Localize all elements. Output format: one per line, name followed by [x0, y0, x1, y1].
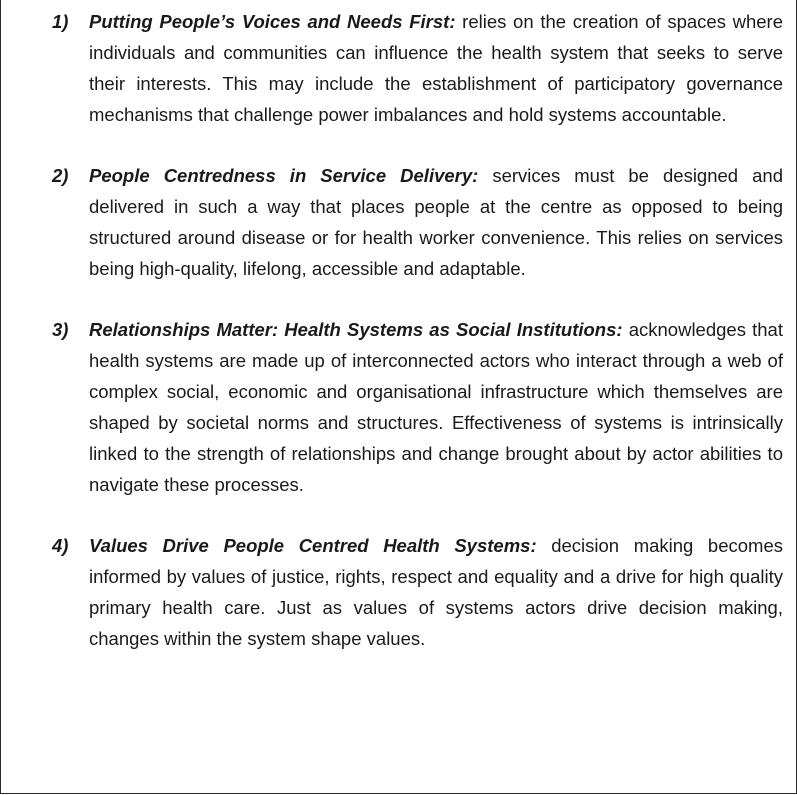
item-text — [89, 160, 783, 284]
list-item — [1, 160, 797, 284]
item-body: relies on the creation of spaces where individuals and communities can influence the health system that seeks to serve their interests. This may include the establishment of participatory governance mechanisms that challenge power imbalances and hold systems accountable. — [89, 11, 784, 125]
item-number: 2) — [52, 165, 69, 186]
list-item — [1, 6, 797, 130]
item-number: 1) — [52, 11, 69, 32]
item-number: 3) — [52, 319, 69, 340]
item-body: acknowledges that health systems are made up of interconnected actors who interact through a web of complex social, economic and organisational infrastructure which themselves are shaped by societal norms and structures. Effectiveness of systems is intrinsically linked to the strength of relationships and change brought about by actor abilities to navigate these processes. — [89, 319, 783, 495]
item-text — [89, 314, 783, 500]
item-heading: Relationships Matter: Health Systems as Social Institutions: — [89, 319, 623, 340]
item-number: 4) — [52, 535, 69, 556]
item-body: services must be designed and delivered in such a way that places people at the centre as opposed to being structured around disease or for health worker convenience. This relies on services being high-quality, lifelong, accessible and adaptable. — [89, 165, 783, 279]
item-text — [89, 530, 783, 654]
item-body: decision making becomes informed by values of justice, rights, respect and equality and a drive for high quality primary health care. Just as values of systems actors drive decision making, changes within the system shape values. — [89, 535, 783, 649]
item-text — [89, 6, 783, 130]
list-item — [1, 530, 797, 654]
numbered-list — [1, 6, 797, 684]
list-item — [1, 314, 797, 500]
item-heading: Putting People’s Voices and Needs First: — [89, 11, 456, 32]
item-heading: People Centredness in Service Delivery: — [89, 165, 479, 186]
item-heading: Values Drive People Centred Health Systems: — [89, 535, 537, 556]
